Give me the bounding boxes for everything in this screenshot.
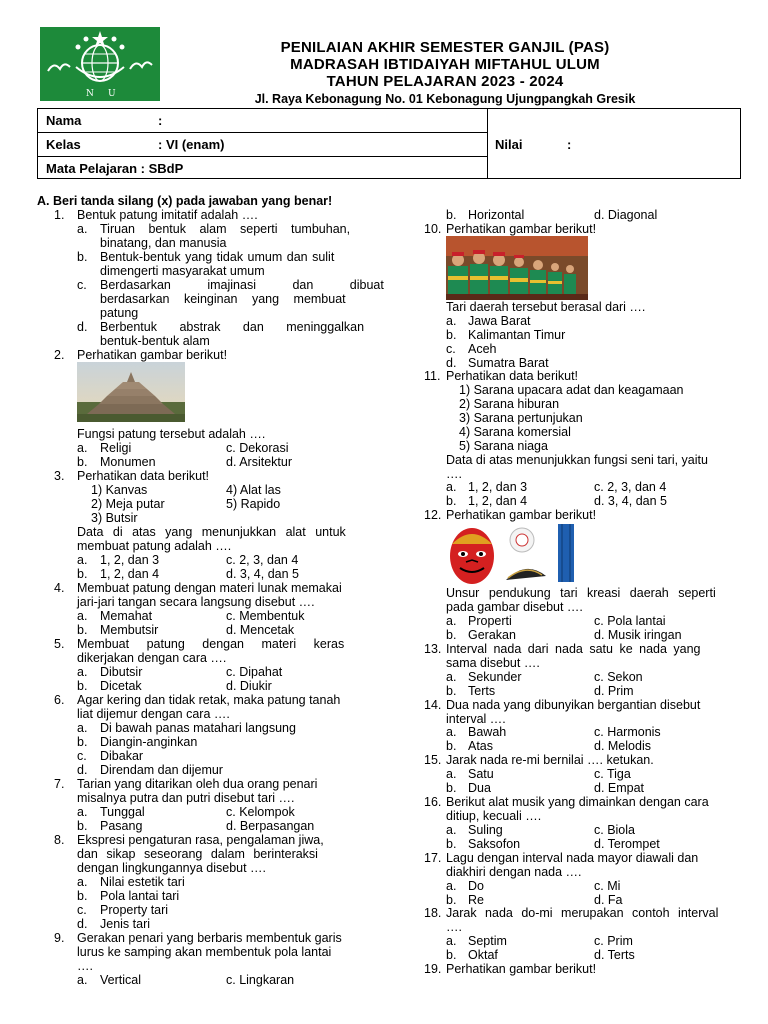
- text-line: Diangin-anginkan: [100, 735, 198, 749]
- text-line: Sumatra Barat: [468, 356, 549, 370]
- text-line: Dibakar: [100, 749, 144, 763]
- text-line: b.: [77, 679, 88, 693]
- text-line: b.: [446, 739, 457, 753]
- text-line: berdasarkan keinginan yang membuat: [100, 292, 346, 306]
- text-line: Data di atas yang menunjukkan alat untuk: [77, 525, 346, 539]
- text-line: a.: [446, 879, 457, 893]
- text-line: d. Terts: [594, 948, 635, 962]
- text-line: 17.: [424, 851, 442, 865]
- school-name: MADRASAH IBTIDAIYAH MIFTAHUL ULUM: [290, 56, 600, 73]
- text-line: b.: [77, 455, 88, 469]
- text-line: b.: [446, 893, 457, 907]
- text-line: 3) Butsir: [91, 511, 138, 525]
- text-line: binatang, dan manusia: [100, 236, 227, 250]
- text-line: Re: [468, 893, 484, 907]
- text-line: c.: [77, 278, 87, 292]
- text-line: d. 3, 4, dan 5: [594, 494, 667, 508]
- text-line: dikerjakan dengan cara ….: [77, 651, 227, 665]
- text-line: b.: [77, 250, 88, 264]
- text-line: c. Kelompok: [226, 805, 295, 819]
- nilai-field[interactable]: :: [567, 137, 572, 152]
- nama-field[interactable]: :: [158, 113, 163, 128]
- text-line: misalnya putra dan putri disebut tari ….: [77, 791, 295, 805]
- text-line: 18.: [424, 906, 442, 920]
- text-line: a.: [446, 614, 457, 628]
- exam-title: PENILAIAN AKHIR SEMESTER GANJIL (PAS): [280, 39, 610, 56]
- nu-emblem-icon: [40, 27, 160, 101]
- text-line: d. Melodis: [594, 739, 651, 753]
- text-line: Jenis tari: [100, 917, 151, 931]
- text-line: Tarian yang ditarikan oleh dua orang penari: [77, 777, 318, 791]
- text-line: Horizontal: [468, 208, 525, 222]
- text-line: Jarak nada do-mi merupakan contoh interval: [446, 906, 719, 920]
- borobudur-temple-image: [77, 362, 185, 422]
- text-line: c. Biola: [594, 823, 635, 837]
- text-line: Membuat patung dengan materi keras: [77, 637, 345, 651]
- text-line: 1) Sarana upacara adat dan keagamaan: [459, 383, 684, 397]
- text-line: Septim: [468, 934, 507, 948]
- mapel-label: Mata Pelajaran : SBdP: [46, 161, 184, 176]
- text-line: Monumen: [100, 455, 156, 469]
- text-line: a.: [446, 767, 457, 781]
- text-line: c. Pola lantai: [594, 614, 666, 628]
- dance-props-image: [446, 522, 582, 586]
- text-line: c.: [446, 342, 456, 356]
- text-line: c. Prim: [594, 934, 633, 948]
- text-line: c. Dipahat: [226, 665, 283, 679]
- text-line: Suling: [468, 823, 503, 837]
- text-line: d. Arsitektur: [226, 455, 292, 469]
- text-line: d.: [446, 356, 457, 370]
- text-line: 5.: [54, 637, 65, 651]
- text-line: c.: [77, 903, 87, 917]
- text-line: Terts: [468, 684, 496, 698]
- text-line: Berikut alat musik yang dimainkan dengan cara: [446, 795, 709, 809]
- text-line: d. Diagonal: [594, 208, 658, 222]
- text-line: Membuat patung dengan materi lunak memakai: [77, 581, 342, 595]
- text-line: d. Diukir: [226, 679, 272, 693]
- text-line: a.: [77, 875, 88, 889]
- text-line: 13.: [424, 642, 442, 656]
- text-line: Vertical: [100, 973, 141, 987]
- text-line: 9.: [54, 931, 65, 945]
- text-line: Gerakan penari yang berbaris membentuk garis: [77, 931, 342, 945]
- text-line: b.: [446, 684, 457, 698]
- text-line: 1.: [54, 208, 65, 222]
- school-address: Jl. Raya Kebonagung No. 01 Kebonagung Ujungpangkah Gresik: [254, 92, 636, 106]
- text-line: dan sikap seseorang dalam berinteraksi: [77, 847, 318, 861]
- text-line: d.: [77, 917, 88, 931]
- text-line: c. Sekon: [594, 670, 643, 684]
- text-line: Direndam dan dijemur: [100, 763, 223, 777]
- text-line: b.: [77, 623, 88, 637]
- text-line: b.: [77, 735, 88, 749]
- text-line: b.: [446, 948, 457, 962]
- text-line: a.: [446, 670, 457, 684]
- text-line: a.: [77, 721, 88, 735]
- text-line: d. Terompet: [594, 837, 660, 851]
- logo-letter-n: N: [86, 89, 94, 99]
- text-line: b.: [446, 494, 457, 508]
- text-line: interval ….: [446, 712, 506, 726]
- text-line: 11.: [424, 369, 441, 383]
- text-line: b.: [446, 208, 457, 222]
- text-line: 16.: [424, 795, 442, 809]
- text-line: b.: [446, 328, 457, 342]
- text-line: Tunggal: [100, 805, 145, 819]
- text-line: Data di atas menunjukkan fungsi seni tari, yaitu: [446, 453, 708, 467]
- text-line: 4.: [54, 581, 65, 595]
- text-line: 3) Sarana pertunjukan: [459, 411, 583, 425]
- text-line: a.: [446, 480, 457, 494]
- text-line: Perhatikan gambar berikut!: [446, 508, 597, 522]
- text-line: diakhiri dengan nada ….: [446, 865, 582, 879]
- text-line: 5) Sarana niaga: [459, 439, 548, 453]
- text-line: a.: [446, 934, 457, 948]
- text-line: lurus ke samping akan membentuk pola lantai: [77, 945, 332, 959]
- identity-table: [37, 108, 741, 179]
- text-line: liat dijemur dengan cara ….: [77, 707, 230, 721]
- text-line: 1, 2, dan 3: [100, 553, 160, 567]
- text-line: Agar kering dan tidak retak, maka patung tanah: [77, 693, 341, 707]
- text-line: d. Mencetak: [226, 623, 295, 637]
- text-line: Aceh: [468, 342, 497, 356]
- text-line: Bentuk patung imitatif adalah ….: [77, 208, 258, 222]
- text-line: Lagu dengan interval nada mayor diawali dan: [446, 851, 699, 865]
- text-line: Dua: [468, 781, 491, 795]
- text-line: 2.: [54, 348, 65, 362]
- text-line: c. Membentuk: [226, 609, 305, 623]
- text-line: Do: [468, 879, 484, 893]
- text-line: jari-jari tangan secara langsung disebut ….: [77, 595, 315, 609]
- text-line: c. Lingkaran: [226, 973, 295, 987]
- text-line: Ekspresi pengaturan rasa, pengalaman jiwa,: [77, 833, 324, 847]
- text-line: 6.: [54, 693, 65, 707]
- text-line: Tiruan bentuk alam seperti tumbuhan,: [100, 222, 351, 236]
- text-line: a.: [77, 665, 88, 679]
- text-line: Pola lantai tari: [100, 889, 180, 903]
- text-line: c. Tiga: [594, 767, 631, 781]
- text-line: dengan lingkungannya disebut ….: [77, 861, 267, 875]
- text-line: Perhatikan gambar berikut!: [77, 348, 228, 362]
- text-line: d. 3, 4, dan 5: [226, 567, 299, 581]
- text-line: 4) Sarana komersial: [459, 425, 571, 439]
- text-line: bentuk-bentuk alam: [100, 334, 210, 348]
- dancers-image: [446, 236, 588, 300]
- text-line: 1, 2, dan 4: [100, 567, 160, 581]
- text-line: Kalimantan Timur: [468, 328, 566, 342]
- text-line: Bentuk-bentuk yang tidak umum dan sulit: [100, 250, 335, 264]
- text-line: b.: [77, 819, 88, 833]
- nu-logo: [40, 27, 160, 101]
- kelas-value: : VI (enam): [158, 137, 225, 152]
- text-line: Nilai estetik tari: [100, 875, 185, 889]
- text-line: a.: [77, 609, 88, 623]
- text-line: Pasang: [100, 819, 143, 833]
- text-line: 1, 2, dan 4: [468, 494, 528, 508]
- text-line: a.: [77, 222, 88, 236]
- text-line: membuat patung adalah ….: [77, 539, 232, 553]
- text-line: 7.: [54, 777, 65, 791]
- text-line: 15.: [424, 753, 442, 767]
- text-line: Interval nada dari nada satu ke nada yang: [446, 642, 701, 656]
- text-line: Gerakan: [468, 628, 516, 642]
- text-line: patung: [100, 306, 139, 320]
- academic-year: TAHUN PELAJARAN 2023 - 2024: [326, 73, 564, 90]
- text-line: 1, 2, dan 3: [468, 480, 528, 494]
- text-line: ….: [77, 959, 93, 973]
- text-line: 10.: [424, 222, 442, 236]
- text-line: Oktaf: [468, 948, 498, 962]
- text-line: b.: [77, 567, 88, 581]
- text-line: Atas: [468, 739, 494, 753]
- text-line: d. Empat: [594, 781, 645, 795]
- text-line: 3.: [54, 469, 65, 483]
- text-line: a.: [77, 973, 88, 987]
- text-line: Membutsir: [100, 623, 159, 637]
- text-line: Tari daerah tersebut berasal dari ….: [446, 300, 646, 314]
- text-line: Bawah: [468, 725, 507, 739]
- text-line: Religi: [100, 441, 132, 455]
- nama-label: Nama: [46, 113, 82, 128]
- text-line: Perhatikan data berikut!: [446, 369, 579, 383]
- text-line: pada gambar disebut ….: [446, 600, 583, 614]
- text-line: c. Mi: [594, 879, 621, 893]
- text-line: 14.: [424, 698, 442, 712]
- text-line: Dicetak: [100, 679, 142, 693]
- text-line: d. Berpasangan: [226, 819, 315, 833]
- text-line: c. Dekorasi: [226, 441, 289, 455]
- text-line: 4) Alat las: [226, 483, 281, 497]
- text-line: c. Harmonis: [594, 725, 661, 739]
- text-line: sama disebut ….: [446, 656, 540, 670]
- text-line: Memahat: [100, 609, 153, 623]
- text-line: a.: [446, 314, 457, 328]
- text-line: Perhatikan gambar berikut!: [446, 962, 597, 976]
- text-line: d. Fa: [594, 893, 623, 907]
- text-line: dimengerti masyarakat umum: [100, 264, 265, 278]
- text-line: Fungsi patung tersebut adalah ….: [77, 427, 266, 441]
- text-line: b.: [446, 781, 457, 795]
- text-line: Berdasarkan imajinasi dan dibuat: [100, 278, 384, 292]
- logo-letter-u: U: [108, 89, 116, 99]
- text-line: ….: [446, 467, 462, 481]
- text-line: a.: [77, 553, 88, 567]
- text-line: 2) Sarana hiburan: [459, 397, 560, 411]
- text-line: 5) Rapido: [226, 497, 281, 511]
- text-line: d. Prim: [594, 684, 634, 698]
- section-a-instruction: A. Beri tanda silang (x) pada jawaban yang benar!: [37, 194, 333, 208]
- text-line: 8.: [54, 833, 65, 847]
- text-line: d.: [77, 763, 88, 777]
- text-line: Saksofon: [468, 837, 521, 851]
- text-line: Property tari: [100, 903, 169, 917]
- text-line: Satu: [468, 767, 494, 781]
- text-line: 1) Kanvas: [91, 483, 148, 497]
- text-line: Perhatikan gambar berikut!: [446, 222, 597, 236]
- text-line: Berbentuk abstrak dan meninggalkan: [100, 320, 365, 334]
- text-line: b.: [77, 889, 88, 903]
- text-line: Unsur pendukung tari kreasi daerah seperti: [446, 586, 716, 600]
- text-line: Di bawah panas matahari langsung: [100, 721, 296, 735]
- text-line: a.: [77, 441, 88, 455]
- text-line: ditiup, kecuali ….: [446, 809, 542, 823]
- text-line: c. 2, 3, dan 4: [226, 553, 299, 567]
- text-line: 19.: [424, 962, 442, 976]
- kelas-label: Kelas: [46, 137, 81, 152]
- text-line: 2) Meja putar: [91, 497, 165, 511]
- text-line: Dibutsir: [100, 665, 143, 679]
- text-line: b.: [446, 628, 457, 642]
- text-line: c.: [77, 749, 87, 763]
- text-line: Sekunder: [468, 670, 522, 684]
- text-line: 12.: [424, 508, 442, 522]
- text-line: a.: [446, 725, 457, 739]
- text-line: Perhatikan data berikut!: [77, 469, 210, 483]
- text-line: Dua nada yang dibunyikan bergantian disebut: [446, 698, 701, 712]
- text-line: d.: [77, 320, 88, 334]
- text-line: ….: [446, 920, 462, 934]
- text-line: c. 2, 3, dan 4: [594, 480, 667, 494]
- text-line: b.: [446, 837, 457, 851]
- text-line: d. Musik iringan: [594, 628, 682, 642]
- text-line: Jawa Barat: [468, 314, 531, 328]
- text-line: a.: [77, 805, 88, 819]
- text-line: Jarak nada re-mi bernilai …. ketukan.: [446, 753, 654, 767]
- nilai-label: Nilai: [495, 137, 523, 152]
- text-line: Properti: [468, 614, 512, 628]
- text-line: a.: [446, 823, 457, 837]
